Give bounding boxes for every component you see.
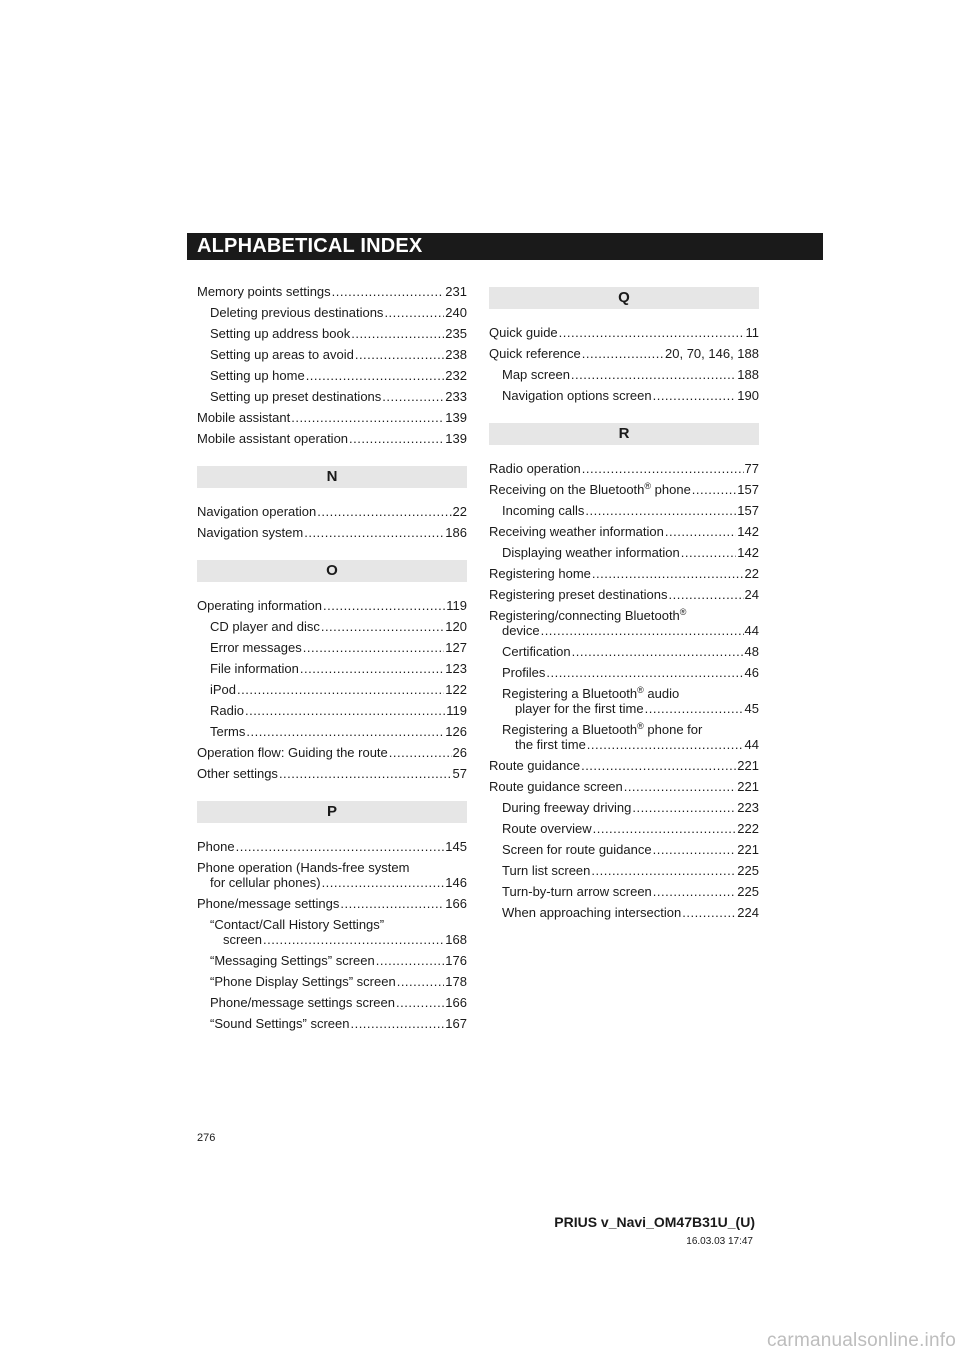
page-title: ALPHABETICAL INDEX [197, 235, 423, 257]
index-entry: Other settings ..... 57 [197, 766, 467, 781]
index-entry: Receiving on the Bluetooth® phone ..... 157 [489, 482, 759, 497]
index-subentry: Phone/message settings screen ..... 166 [197, 995, 467, 1010]
watermark-text: carmanualsonline.info [766, 1330, 956, 1351]
index-subentry-multiline: Registering a Bluetooth® phone for the first time ..... 44 [489, 722, 759, 752]
index-subentry: Profiles ..... 46 [489, 665, 759, 680]
index-entry: Radio operation ..... 77 [489, 461, 759, 476]
index-subentry: Setting up home ..... 232 [197, 368, 467, 383]
index-subentry: Turn-by-turn arrow screen ..... 225 [489, 884, 759, 899]
index-entry: Operation flow: Guiding the route ..... 26 [197, 745, 467, 760]
index-entry: Registering home ..... 22 [489, 566, 759, 581]
index-entry: Route guidance screen ..... 221 [489, 779, 759, 794]
index-entry-multiline: Registering/connecting Bluetooth® device ..... 44 [489, 608, 759, 638]
index-entry: Quick guide ..... 11 [489, 325, 759, 340]
index-entry: Navigation operation ..... 22 [197, 504, 467, 519]
section-letter-q: Q [489, 287, 759, 309]
section-letter-p: P [197, 801, 467, 823]
index-subentry: During freeway driving ..... 223 [489, 800, 759, 815]
index-entry: Operating information ..... 119 [197, 598, 467, 613]
index-subentry-multiline: “Contact/Call History Settings” screen ..... 168 [197, 917, 467, 947]
index-column-left [197, 284, 467, 1037]
index-column-right [489, 284, 759, 926]
index-subentry: Terms ..... 126 [197, 724, 467, 739]
section-letter-o: O [197, 560, 467, 582]
index-subentry: “Sound Settings” screen ..... 167 [197, 1016, 467, 1031]
index-subentry: Setting up preset destinations ..... 233 [197, 389, 467, 404]
index-subentry: “Phone Display Settings” screen ..... 178 [197, 974, 467, 989]
index-entry-multiline: Phone operation (Hands-free system for cellular phones) ..... 146 [197, 860, 467, 890]
index-entry: Navigation system ..... 186 [197, 525, 467, 540]
index-entry: Mobile assistant ..... 139 [197, 410, 467, 425]
index-subentry: Certification ..... 48 [489, 644, 759, 659]
index-entry: Receiving weather information ..... 142 [489, 524, 759, 539]
index-entry: Registering preset destinations ..... 24 [489, 587, 759, 602]
index-subentry: iPod ..... 122 [197, 682, 467, 697]
document-id: PRIUS v_Navi_OM47B31U_(U) [554, 1214, 755, 1230]
index-entry: Phone ..... 145 [197, 839, 467, 854]
index-entry: Route guidance ..... 221 [489, 758, 759, 773]
index-subentry: Navigation options screen ..... 190 [489, 388, 759, 403]
index-entry: Phone/message settings ..... 166 [197, 896, 467, 911]
section-letter-n: N [197, 466, 467, 488]
index-subentry: Incoming calls ..... 157 [489, 503, 759, 518]
index-subentry: Turn list screen ..... 225 [489, 863, 759, 878]
index-subentry: When approaching intersection ..... 224 [489, 905, 759, 920]
index-subentry: Screen for route guidance ..... 221 [489, 842, 759, 857]
index-subentry: Displaying weather information ..... 142 [489, 545, 759, 560]
document-timestamp: 16.03.03 17:47 [686, 1236, 753, 1247]
section-header-bar [187, 233, 823, 260]
index-subentry: CD player and disc ..... 120 [197, 619, 467, 634]
index-subentry: “Messaging Settings” screen ..... 176 [197, 953, 467, 968]
index-subentry: Route overview ..... 222 [489, 821, 759, 836]
index-entry: Mobile assistant operation ..... 139 [197, 431, 467, 446]
index-subentry: Map screen ..... 188 [489, 367, 759, 382]
index-subentry: Setting up address book ..... 235 [197, 326, 467, 341]
index-subentry-multiline: Registering a Bluetooth® audio player for the first time ..... 45 [489, 686, 759, 716]
index-subentry: Radio ..... 119 [197, 703, 467, 718]
page-number: 276 [197, 1132, 216, 1144]
index-entry: Quick reference ..... 20, 70, 146, 188 [489, 346, 759, 361]
index-entry: Memory points settings ..... 231 [197, 284, 467, 299]
index-subentry: Setting up areas to avoid ..... 238 [197, 347, 467, 362]
section-letter-r: R [489, 423, 759, 445]
index-subentry: Error messages ..... 127 [197, 640, 467, 655]
index-subentry: File information ..... 123 [197, 661, 467, 676]
index-subentry: Deleting previous destinations ..... 240 [197, 305, 467, 320]
